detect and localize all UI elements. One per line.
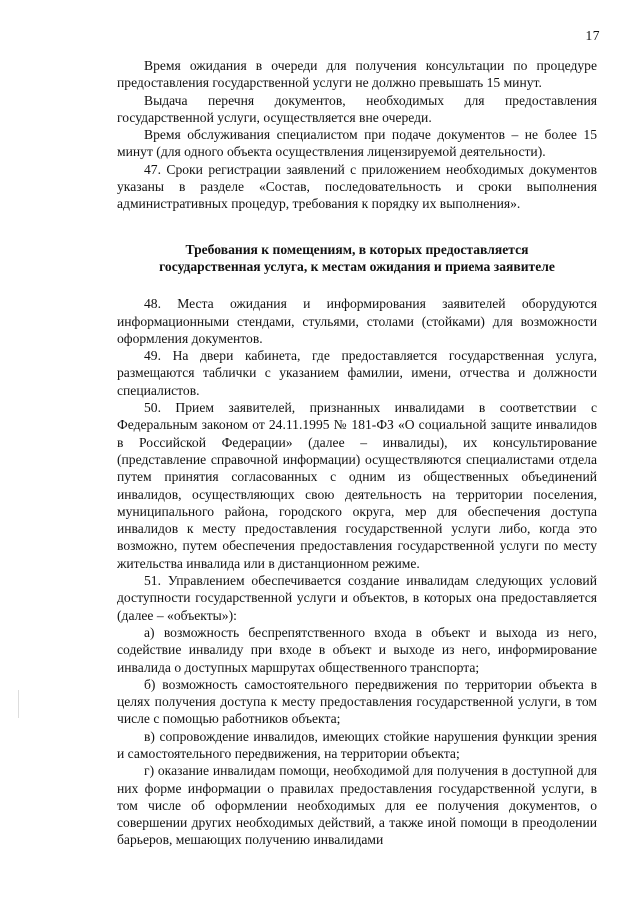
- list-item-g: г) оказание инвалидам помощи, необходимой для получения в доступной для них форме информации о правилах предоставления государственной услуги, в том числе об оформлении необходимых для ее получения документов, о совершении других необходимых действий, а также иной помощи в преодолении барьеров, мешающих получению инвалидами: [117, 763, 597, 848]
- paragraph-waiting-time: Время ожидания в очереди для получения консультации по процедуре предоставления государственной услуги не должно превышать 15 минут.: [117, 58, 597, 91]
- list-item-b: б) возможность самостоятельного передвижения по территории объекта в целях получения доступа к месту предоставления государственной услуги, в том числе с помощью работников объекта;: [117, 676, 597, 727]
- paragraph-documents-list: Выдача перечня документов, необходимых для предоставления государственной услуги, осуществляется вне очереди.: [117, 92, 597, 125]
- paragraph-47: 47. Сроки регистрации заявлений с приложением необходимых документов указаны в разделе «Состав, последовательность и сроки выполнения административных процедур, требования к порядку их выполнения».: [117, 161, 597, 212]
- scan-margin-mark: [18, 690, 19, 718]
- paragraph-49: 49. На двери кабинета, где предоставляется государственная услуга, размещаются таблички с указанием фамилии, имени, отчества и должности специалистов.: [117, 348, 597, 398]
- paragraph-51: 51. Управлением обеспечивается создание инвалидам следующих условий доступности государственной услуги и объектов, в которых она предоставляется (далее – «объекты»):: [117, 573, 597, 623]
- list-item-a: а) возможность беспрепятственного входа в объект и выхода из него, содействие инвалиду при входе в объект и выходе из него, информирование инвалида о доступных маршрутах общественного транспорта;: [117, 624, 597, 675]
- paragraph-service-time: Время обслуживания специалистом при подаче документов – не более 15 минут (для одного объекта осуществления лицензируемой деятельности).: [117, 127, 597, 160]
- list-item-v: в) сопровождение инвалидов, имеющих стойкие нарушения функции зрения и самостоятельного передвижения, на территории объекта;: [117, 728, 597, 761]
- document-body: [117, 57, 597, 849]
- page-number: 17: [585, 28, 600, 43]
- section-heading: Требования к помещениям, в которых предоставляется государственная услуга, к местам ожидания и приема заявителе: [159, 241, 555, 274]
- paragraph-50: 50. Прием заявителей, признанных инвалидами в соответствии с Федеральным законом от 24.11.1995 № 181-ФЗ «О социальной защите инвалидов в Российской Федерации» (далее – инвалиды), их консультирование (представление справочной информации) осуществляются специалистами отдела путем принятия согласованных с одним из общественных объединений инвалидов, осуществляющих свою деятельность на территории поселения, муниципального района, городского округа, мер для обеспечения доступа инвалидов к месту предоставления государственной услуги либо, когда это возможно, путем обеспечения предоставления государственной услуги по месту жительства инвалида или в дистанционном режиме.: [117, 400, 597, 571]
- paragraph-48: 48. Места ожидания и информирования заявителей оборудуются информационными стендами, стульями, столами (стойками) для возможности оформления документов.: [117, 296, 597, 346]
